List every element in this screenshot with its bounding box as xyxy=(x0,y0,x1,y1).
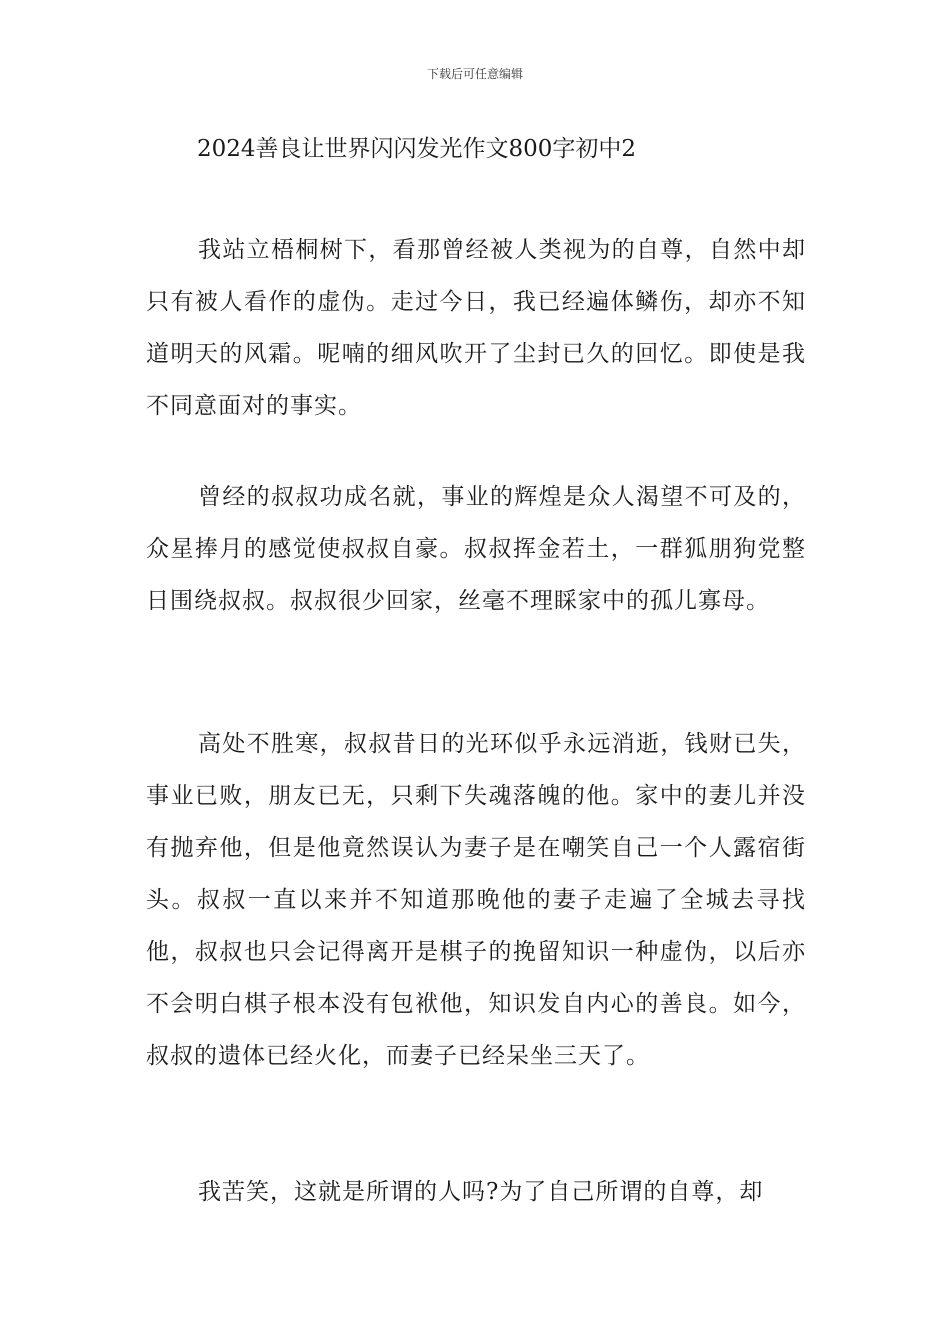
paragraph-1: 我站立梧桐树下，看那曾经被人类视为的自尊，自然中却只有被人看作的虚伪。走过今日，我已经遍体鳞伤，却亦不知道明天的风霜。呢喃的细风吹开了尘封已久的回忆。即使是我不同意面对的事实。 xyxy=(146,237,806,419)
document-title: 2024善良让世界闪闪发光作文800字初中2 xyxy=(197,136,637,162)
paragraph-2: 曾经的叔叔功成名就，事业的辉煌是众人渴望不可及的，众星捧月的感觉使叔叔自豪。叔叔挥金若土，一群狐朋狗党整日围绕叔叔。叔叔很少回家，丝毫不理睬家中的孤儿寡母。 xyxy=(146,484,806,614)
header-note: 下载后可任意编辑 xyxy=(426,67,523,81)
paragraph-3: 高处不胜寒，叔叔昔日的光环似乎永远消逝，钱财已失，事业已败，朋友已无，只剩下失魂落魄的他。家中的妻儿并没有抛弃他，但是他竟然误认为妻子是在嘲笑自己一个人露宿街头。叔叔一直以来并不知道那晚他的妻子走遍了全城去寻找他，叔叔也只会记得离开是棋子的挽留知识一种虚伪，以后亦不会明白棋子根本没有包袱他，知识发自内心的善良。如今，叔叔的遗体已经火化，而妻子已经呆坐三天了。 xyxy=(146,731,806,1069)
paragraph-4: 我苦笑，这就是所谓的人吗?为了自己所谓的自尊，却 xyxy=(198,1179,764,1205)
